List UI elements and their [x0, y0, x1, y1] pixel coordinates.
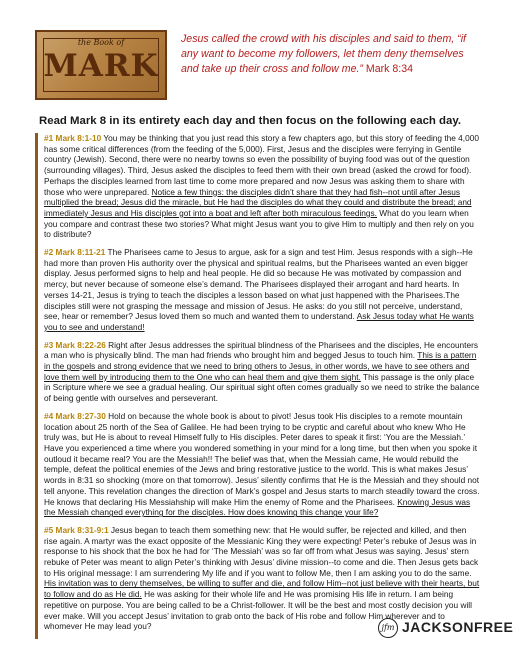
- jfm-icon: jfm: [378, 618, 398, 638]
- book-of-mark-logo: [35, 30, 167, 100]
- day-4-section: #4 Mark 8:27-30 Hold on because the whole book is about to pivot! Jesus took His disciples to a remote mountain location about 25 north of the Sea of Galilee. He had been trying to be cryptic and careful about who knew Who He truly was, but He is about to reveal Himself fully to His disciples. Peter dares to speak it first: ‘You are the Messiah.’ Have you experienced a time where you wondered something in your mind for a long time, but then when you spoke it outloud it became real? You are the Messiah!! The belief was that, when the Messiah came, He would rebuild the temple, defeat the political enemies of the Jews and bring restorative justice to the world. This is what makes Jesus’ words in 8:31 so shocking (more on that tomorrow). Jesus’ silently confirms that He is the Messiah and they should not tell anyone. This revelation changes the direction of Mark’s gospel and Jesus starts to march steadily toward the cross. He knows that declaring His Messiahship will make Him the enemy of Rome and the Pharisees. Knowing Jesus was the Messiah changed everything for the disciples. How does knowing this change your life?: [44, 410, 480, 518]
- day-2-heading: #2 Mark 8:11-21: [44, 247, 106, 258]
- day-3-heading: #3 Mark 8:22-26: [44, 339, 106, 350]
- header: [35, 30, 480, 102]
- day-4-heading: #4 Mark 8:27-30: [44, 410, 106, 421]
- quote-text: Jesus called the crowd with his disciples and said to them, “if any want to become my followers, let them deny themselves and take up their cross and follow me.”: [181, 33, 466, 75]
- logo-subtitle: the Book of: [77, 38, 125, 47]
- day-1-section: #1 Mark 8:1-10 You may be thinking that you just read this story a few chapters ago, but this story of feeding the 4,000 has some critical differences (from the feeding of the 5,000). First, Jesus and the disciples were ferrying in Gentile country (Jewish). Second, there were no nearby towns so even the possibility of buying food was out of the question (surrounding villages). Third, Jesus asked the disciples to feed them with their own bread (asked the crowd for food). Perhaps the disciples learned from last time to come more prepared and now Jesus was asking them to share with those who were unprepared. Notice a few things: the disciples didn’t share that they had fish--not until after Jesus multiplied the bread; Jesus did the miracle, but He had the disciples do what they could and distribute the bread; and immediately Jesus and His disciples got into a boat and left after both miraculous feedings. What do you learn when you compare and contrast these two stories? What might Jesus want you to give Him to multiply and then rely on you to distribute?: [44, 133, 479, 240]
- daily-readings: [35, 133, 480, 639]
- day-3-section: #3 Mark 8:22-26 Right after Jesus addresses the spiritual blindness of the Pharisees and the disciples, He encounters a man who is physically blind. The man had friends who brought him and begged Jesus to touch him. This is a pattern in the gospels and strong evidence that we need to bring others to Jesus, in other words, we have to see others and love them well by introducing them to the One who can heal them and give them sight. This passage is the only place in Scripture where we see a gradual healing. Our spiritual sight often comes gradually so we need to strike the balance of being gentle with ourselves and perseverant.: [44, 339, 480, 404]
- day-5-heading: #5 Mark 8:31-9:1: [44, 524, 109, 535]
- logo-title: MARK: [43, 48, 159, 84]
- day-1-heading: #1 Mark 8:1-10: [44, 133, 102, 143]
- brand-name: JACKSONFREE: [402, 619, 513, 635]
- scripture-quote: [181, 32, 481, 77]
- jacksonfree-logo: [378, 618, 513, 638]
- quote-reference: Mark 8:34: [365, 63, 414, 75]
- reading-instruction: Read Mark 8 in its entirety each day and then focus on the following each day.: [39, 115, 461, 127]
- day-5-section: #5 Mark 8:31-9:1 Jesus began to teach them something new: that He would suffer, be rejected and killed, and then rise again. A martyr was the exact opposite of the Messianic King they were expecting! Peter’s rebuke of Jesus was in response to his shock that the box he had for ‘The Messiah’ was so far off from what Jesus was saying. Jesus’ stern rebuke of Peter was meant to align Peter’s thinking with Jesus’ divine mission--to come and die. Then Jesus gets back to His original message: I am surrendering My life and if you want to follow Me, then I am asking you to do the same. His invitation was to deny themselves, be willing to suffer and die, and follow Him--not just believe with their hearts, but to follow and do as He did. He was asking for their whole life and He was promising His life in return. I am being repetitive on purpose. You are being called to be a Christ-follower. It will be the best and most costly decision you will ever make. Will you accept Jesus’ invitation to grab onto the back of His robe and follow Him wherever and to whomever He may lead you?: [44, 524, 480, 632]
- day-2-section: #2 Mark 8:11-21 The Pharisees came to Jesus to argue, ask for a sign and test Him. Jesus responds with a sigh--He had more than proven His authority over the physical and spiritual realms, but the Pharisees wanted an even bigger display. Jesus performed signs to help and heal people. He did so because He was motivated by compassion and mercy, but never because of someone else’s demand. The Pharisees displayed their arrogant and hard hearts. In verses 14-21, Jesus is trying to teach the disciples a lesson based on what just happened with the Pharisees.The disciples still were not grasping the message and mission of Jesus. He asks: do you still not perceive, understand, see, hear or remember? Jesus loved them so much and wanted them to understand. Ask Jesus today what He wants you to see and understand!: [44, 247, 474, 332]
